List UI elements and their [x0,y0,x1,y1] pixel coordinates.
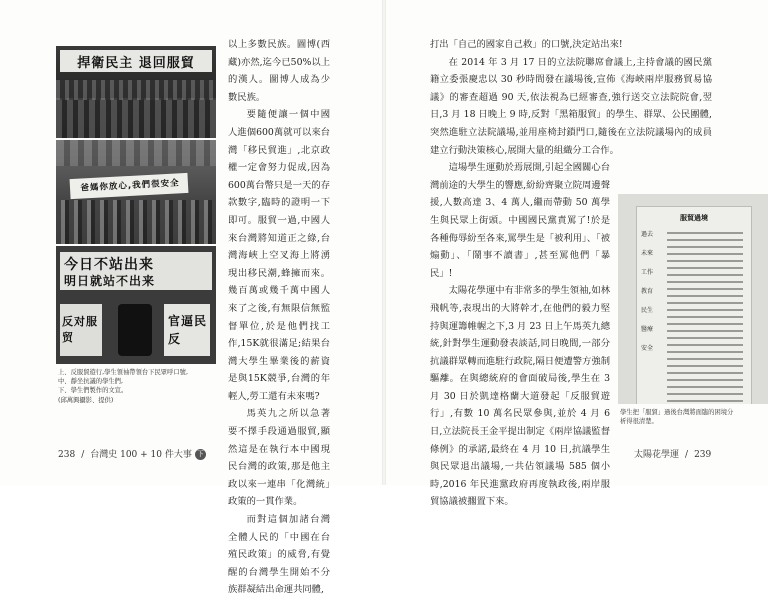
poster-title: 服貿過境 [680,214,708,222]
right-page [384,0,768,508]
poster-text-lines [637,227,751,404]
left-folio: 238 / 台灣史 100 + 10 件大事 下 [58,450,204,460]
caption-line: 中、靜坐抗議的學生們, [58,378,123,386]
left-photo-caption [58,368,218,405]
right-folio: 太陽花學運 / 239 [634,450,712,460]
photo-sign-right: 官逼民反 [168,314,208,346]
paragraph: 太陽花學運中有非常多的學生領袖,如林飛帆等,表現出的大將幹才,在他們的毅力堅持與運籌帷幄之下,3 月 23 日上午馬英九總統,針對學生運動發表談話,同日晚間,一部分抗議群眾轉而進駐行政院,隔日便遭警方強制驅離。在與總統府的會面破局後,學生在 3 月 30 日於凱達格蘭大道發起「反服貿遊行」,有數 10 萬名民眾參與,並於 4 月 6 日,立法院長王金平提出制定《兩岸協議監督條例》的承諾,最終在 4 月 10 日,抗議學生與民眾退出議場,一共佔領議場 585 個小時,2016 年民進黨政府再度執政後,兩岸服貿協議被擱置下來。 [430,285,610,508]
paragraph: 要隨便讓一個中國人進個600萬就可以來台灣「移民貿進」,北京政權一定會努力促成,因為600萬台幣只是一天的存款數字,臨時的證明一下即可。服貿一過,中國人來台灣將知道正之綠,台灣海峽上空叉海上將湧現出移民潮,蜂擁而來。幾百萬或幾千萬中國人來了之後,有無限信無監督單位,於是他們找工作,15K就很滿足;結果台灣大學生畢業後的薪資是與15K競爭,台灣的年輕人,勞工還有未來嗎? [228,109,330,402]
caption-line: 下、學生們製作的文宣。 [58,387,128,395]
photo-protest-signs [56,246,216,364]
page-number: 238 [58,450,76,460]
left-body-text [228,36,330,599]
caption-line: (邱萬興攝影、提供) [58,396,114,404]
caption-line: 上、反服貿遊行,學生領袖帶領台下民眾呼口號, [58,369,188,376]
stamp-label: 教育 [641,288,654,295]
photo-sign-line: 今日不站出来 [64,257,154,273]
paragraph: 這場學生運動於焉展開,引起全國關心台灣前途的大學生的響應,紛紛齊聚立院周邊聲援,人數高達 3、4 萬人,繼而帶動 50 萬學生與民眾上街頭。中國國民黨責罵了!於是各種侮辱紛至各來,罵學生是「被利用」、「被煽動」、「鬧事不讀書」,甚至罵他們「暴民」! [430,162,610,279]
stamp-label: 未來 [641,250,654,257]
right-photo-caption [620,408,766,426]
photo-banner-text: 捍衛民主 退回服貿 [77,56,195,71]
volume-badge: 下 [196,450,204,458]
photo-sit-in-students [56,140,216,244]
paragraph: 以上多數民族。圖博(西藏)亦然,迄今已50%以上的漢人。圖博人成為少數民族。 [228,39,330,103]
book-title: 台灣史 100 + 10 件大事 [90,450,192,460]
stamp-label: 醫療 [641,326,654,333]
left-page [0,0,384,596]
caption-line: 學生把「服貿」過後台灣將面臨的困境分 [620,409,734,416]
section-title: 太陽花學運 [634,450,680,460]
photo-protest-rally [56,46,216,138]
paragraph: 而對這個加諸台灣全體人民的「中國在台殖民政策」的威脅,有覺醒的台灣學生開始不分族群凝結出命運共同體, [228,514,330,596]
paragraph: 在 2014 年 3 月 17 日的立法院聯席會議上,主持會議的國民黨籍立委張慶忠以 30 秒時間發在議場後,宣佈《海峽兩岸服務貿易協議》的審查超過 90 天,依法視為已經審查,強行送交立法院院會,翌日,3 月 18 日晚上 9 時,反對「黑箱服貿」的學生、群眾、公民團體,突然進駐立法院議場,並用座椅封鎖門口,隨後在立法院議場內的成員建立行動決策核心,展開大量的組織分工合作。 [430,56,712,156]
paragraph: 打出「自己的國家自己救」的口號,決定站出來! [430,39,623,50]
stamp-label: 安全 [641,345,654,352]
caption-line: 析得很清楚。 [620,418,658,426]
photo-document-poster [618,194,768,404]
stamp-label: 民生 [641,307,654,314]
stamp-label: 工作 [641,269,654,276]
page-number: 239 [694,450,712,460]
photo-sign-left: 反对服贸 [62,315,98,344]
stamp-label: 過去 [641,231,654,238]
photo-banner-text: 爸媽你放心,我們很安全 [80,178,180,194]
poster-sheet [636,206,752,404]
paragraph: 馬英九之所以急著要不擇手段通過服貿,顯然這是在執行本中國現民台灣的政策,那是他主政以來一連串「化灣統」政策的一貫作業。 [228,408,330,508]
photo-sign-line: 明日就站不出来 [64,274,156,288]
